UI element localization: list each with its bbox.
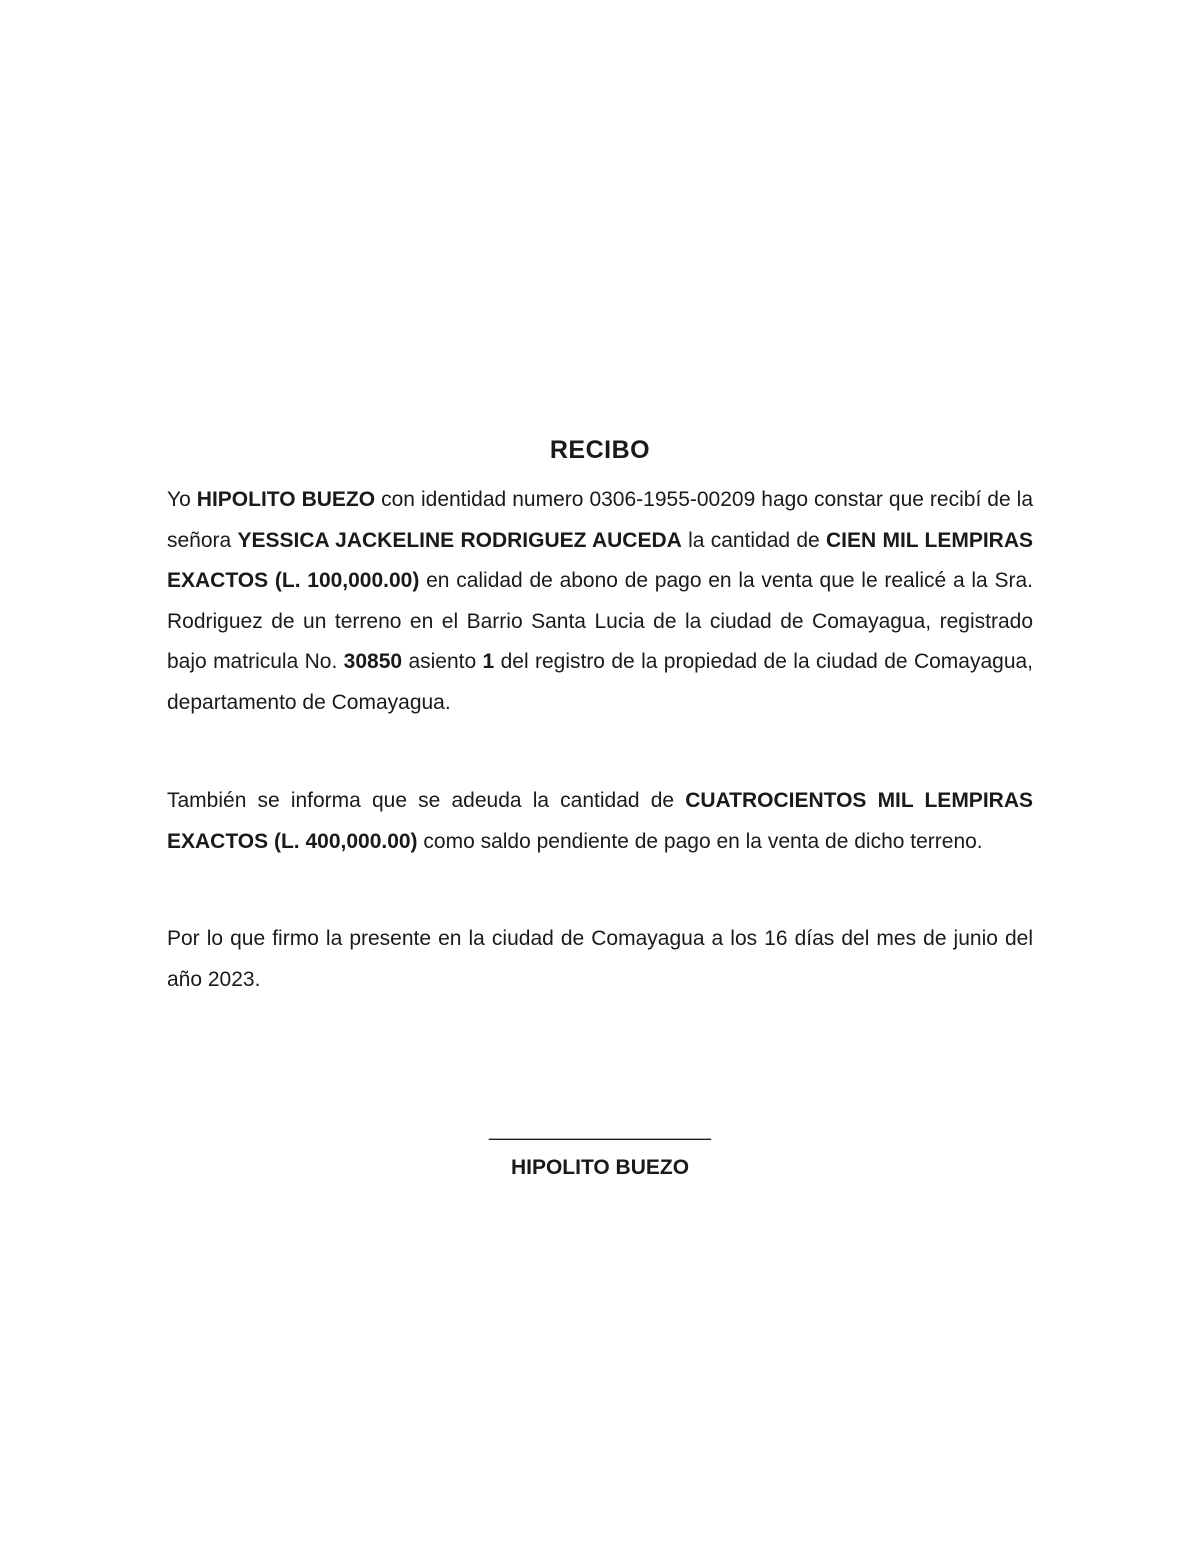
text-segment: Yo [167, 488, 197, 511]
text-segment: del registro de la propiedad de la ciudad de Comayagua, departamento de Comayagua. [167, 650, 1034, 714]
text-segment: en calidad de abono de pago en la venta que le realicé a la Sra. Rodriguez de un terreno en el Barrio Santa Lucia de la ciudad de Comayagua, registrado bajo matricula No. [167, 569, 1033, 673]
issuer-name: HIPOLITO BUEZO [196, 488, 376, 511]
balance-paragraph [167, 781, 1033, 862]
paid-amount: CIEN MIL LEMPIRAS EXACTOS (L. 100,000.00) [167, 528, 1034, 592]
pending-amount: CUATROCIENTOS MIL LEMPIRAS EXACTOS (L. 400,000.00) [167, 789, 1033, 853]
text-segment: como saldo pendiente de pago en la venta de dicho terreno. [417, 829, 983, 853]
closing-paragraph: Por lo que firmo la presente en la ciudad de Comayagua a los 16 días del mes de junio del año 2023. [167, 927, 1033, 991]
signature-line: ___________________ [489, 1118, 711, 1141]
signatory-name: HIPOLITO BUEZO [510, 1156, 690, 1179]
text-segment: asiento [402, 650, 483, 673]
text-segment: con identidad numero 0306-1955-00209 hago constar que recibí de la señora [167, 488, 1034, 552]
receipt-paragraph [167, 480, 1033, 723]
text-segment: También se informa que se adeuda la cantidad de [167, 789, 686, 812]
buyer-name: YESSICA JACKELINE RODRIGUEZ AUCEDA [237, 528, 682, 552]
text-segment: la cantidad de [681, 528, 826, 552]
asiento-number: 1 [482, 650, 495, 673]
matricula-number: 30850 [343, 650, 403, 673]
document-title: RECIBO [549, 436, 651, 464]
